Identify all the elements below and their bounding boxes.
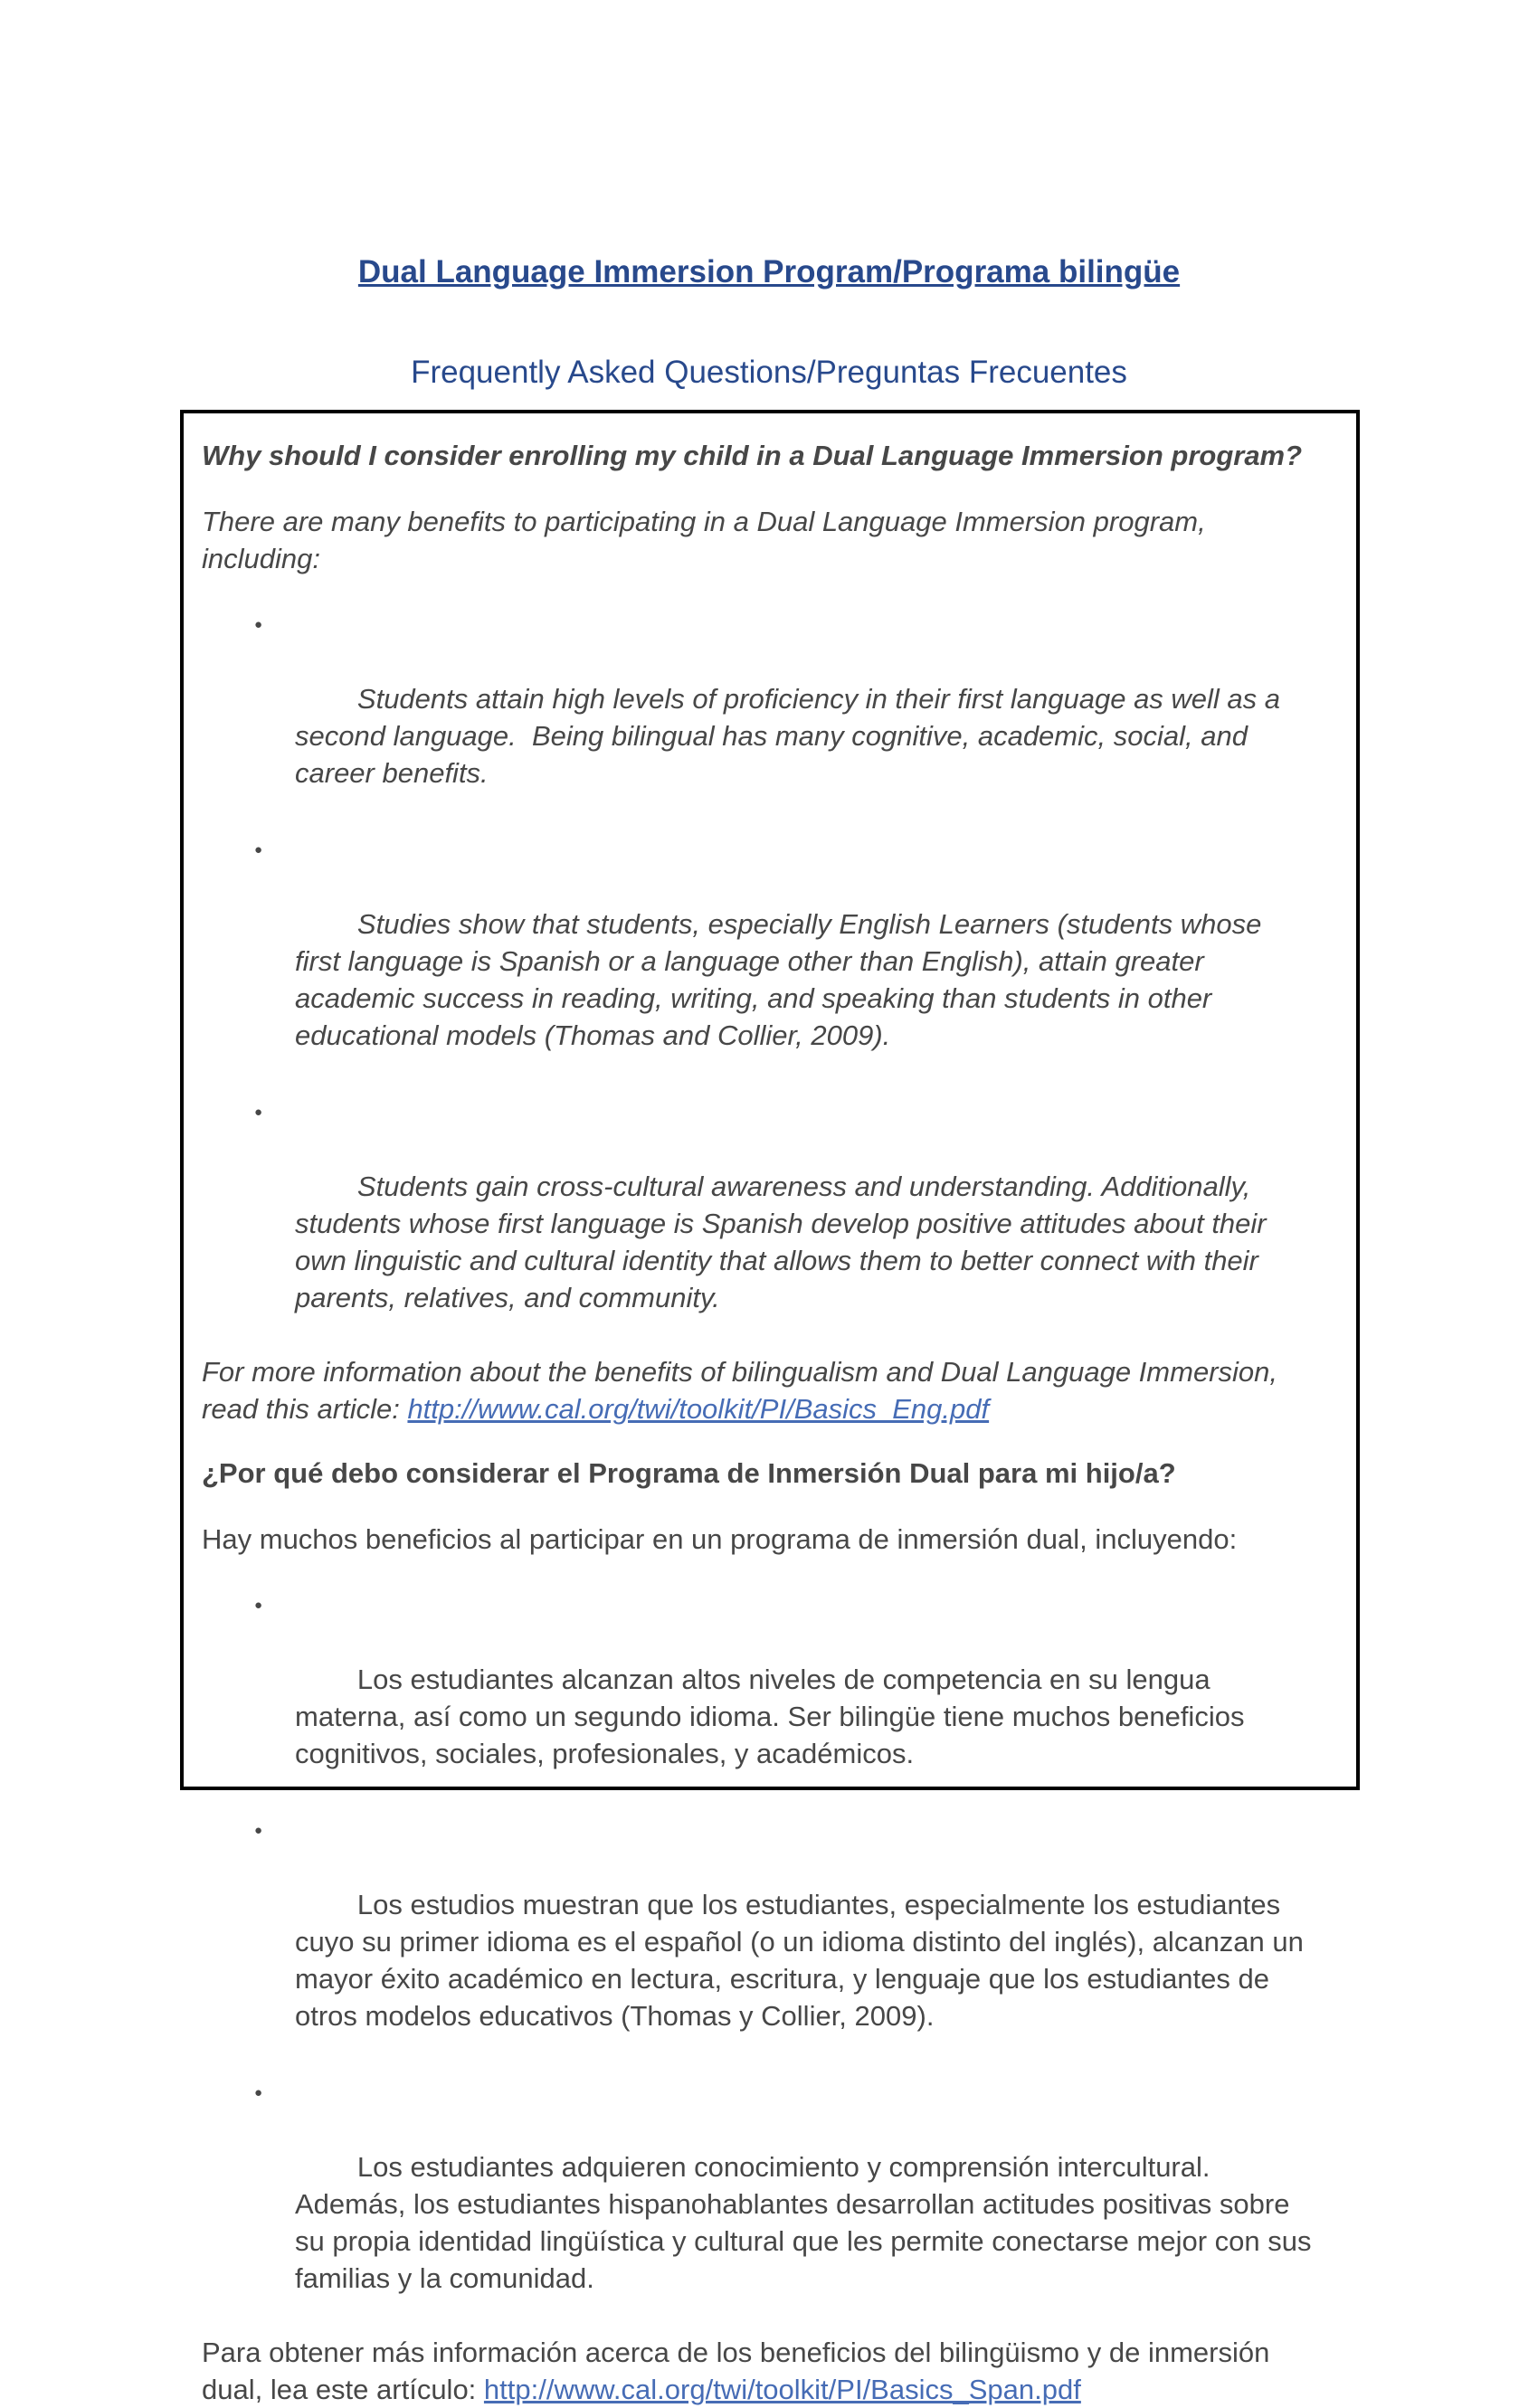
list-item [202,2074,1320,2334]
page-title-text: Dual Language Immersion Program/Programa bilingüe [357,254,1181,289]
list-item [202,1812,1313,2071]
intro-english: There are many benefits to participating in a Dual Language Immersion program, including: [202,506,1214,574]
bullet-text: Los estudiantes adquieren conocimiento y comprensión intercultural. Además, los estudiantes hispanohablantes desarrollan actitudes positivas sobre su propia identidad lingüística y cultural que les permite conectarse mejor con sus familias y la comunidad. [295,2151,1320,2294]
bullet-text: Los estudios muestran que los estudiantes, especialmente los estudiantes cuyo su primer idioma es el español (o un idioma distinto del inglés), alcanzan un mayor éxito académico en lectura, escritura, y lenguaje que los estudiantes de otros modelos educativos (Thomas y Collier, 2009). [295,1889,1312,2032]
more-info-english-text: For more information about the benefits of bilingualism and Dual Language Immersion, read this article: [202,1356,1286,1425]
bullet-text: Studies show that students, especially English Learners (students whose first language is Spanish or a language other than English), attain greater academic success in reading, writing, and speaking than students in other educational models (Thomas and Collier, 2009). [295,908,1269,1051]
intro-spanish: Hay muchos beneficios al participar en un programa de inmersión dual, incluyendo: [202,1523,1238,1555]
more-info-spanish-text: Para obtener más información acerca de los beneficios del bilingüismo y de inmersión dual, lea este artículo: [202,2337,1277,2405]
question-english: Why should I consider enrolling my child in a Dual Language Immersion program? [202,440,1303,471]
list-item [202,606,1313,829]
bullet-text: Students gain cross-cultural awareness and understanding. Additionally, students whose first language is Spanish develop positive attitudes about their own linguistic and cultural identity that allows them to better connect with their parents, relatives, and community. [295,1171,1275,1313]
bullet-icon: ● [254,617,263,632]
bullet-icon: ● [254,1597,263,1613]
bullet-icon: ● [254,2085,263,2100]
bullet-text: Students attain high levels of proficiency in their first language as well as a second language. Being bilingual has many cognitive, academic, social, and career benefits. [295,683,1288,789]
page-subtitle: Frequently Asked Questions/Preguntas Frecuentes [411,355,1127,390]
more-info-english [202,1353,1313,1427]
faq-box [180,410,1360,2405]
page-title [0,254,1538,290]
question-spanish: ¿Por qué debo considerar el Programa de Inmersión Dual para mi hijo/a? [202,1457,1176,1489]
basics-span-pdf-link[interactable]: http://www.cal.org/twi/toolkit/PI/Basics_Span.pdf [483,2374,1081,2405]
benefits-list-spanish [202,1587,1320,2334]
bullet-icon: ● [254,1104,263,1120]
list-item [202,1094,1313,1353]
more-info-spanish [202,2334,1313,2408]
list-item [202,831,1313,1091]
list-item [202,1587,1313,1809]
bullet-icon: ● [254,842,263,858]
basics-eng-pdf-link[interactable]: http://www.cal.org/twi/toolkit/PI/Basics_Eng.pdf [407,1393,990,1425]
bullet-text: Los estudiantes alcanzan altos niveles de competencia en su lengua materna, así como un segundo idioma. Ser bilingüe tiene muchos beneficios cognitivos, sociales, profesionales, y académicos. [295,1664,1253,1769]
benefits-list-english [202,606,1313,1353]
bullet-icon: ● [254,1823,263,1838]
